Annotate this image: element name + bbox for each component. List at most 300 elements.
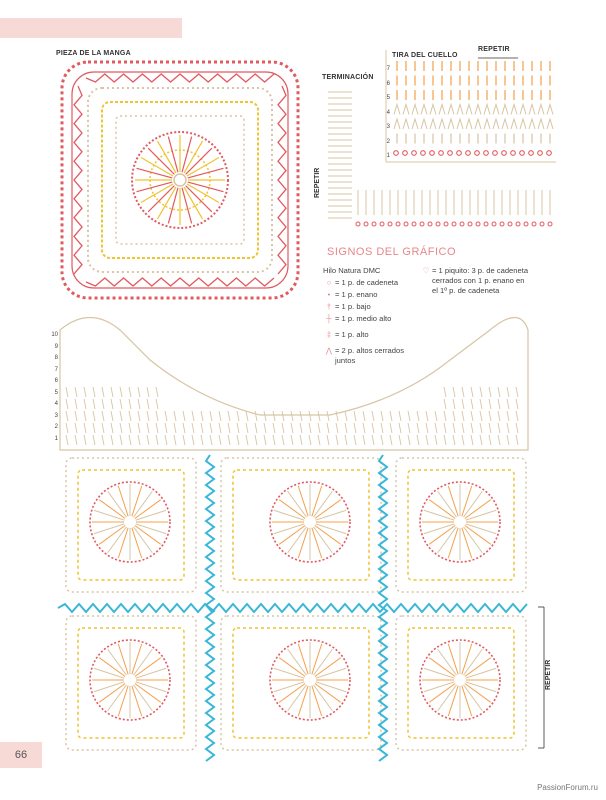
stitch-mark bbox=[288, 685, 307, 711]
stitch-mark bbox=[288, 491, 307, 517]
stitch-mark bbox=[94, 524, 124, 534]
stitch-mark bbox=[354, 423, 356, 433]
stitch-mark bbox=[120, 411, 122, 421]
stitch-mark bbox=[453, 387, 455, 397]
stitch-mark bbox=[314, 649, 333, 675]
stitch-mark bbox=[75, 411, 77, 421]
stitch-mark bbox=[274, 510, 304, 520]
stitch-mark bbox=[192, 423, 194, 433]
stitch-mark bbox=[129, 435, 131, 445]
stitch-mark bbox=[489, 423, 491, 433]
stitch-mark bbox=[426, 435, 428, 445]
stitch-mark bbox=[408, 435, 410, 445]
stitch-mark bbox=[288, 527, 307, 553]
slip-stitch-icon: • bbox=[327, 290, 331, 299]
stitch-mark bbox=[129, 411, 131, 421]
stitch-mark bbox=[147, 435, 149, 445]
stitch-mark bbox=[417, 411, 419, 421]
stitch-mark bbox=[520, 105, 526, 115]
stitch-mark bbox=[466, 105, 472, 115]
stitch-mark bbox=[168, 137, 178, 173]
picot-mark bbox=[532, 222, 536, 226]
stitch-mark bbox=[529, 105, 535, 115]
stitch-mark bbox=[484, 105, 490, 115]
stitch-mark bbox=[183, 435, 185, 445]
stitch-mark bbox=[147, 387, 149, 397]
stitch-mark bbox=[438, 649, 457, 675]
stitch-mark bbox=[291, 423, 293, 433]
picot-mark bbox=[412, 151, 417, 156]
picot-icon: ♡ bbox=[422, 266, 430, 275]
stitch-mark bbox=[462, 528, 472, 558]
square-yellow-round bbox=[408, 628, 514, 738]
picot-mark bbox=[476, 222, 480, 226]
stitch-mark bbox=[118, 486, 128, 516]
stitch-mark bbox=[462, 387, 464, 397]
stitch-mark bbox=[399, 423, 401, 433]
stitch-mark bbox=[424, 668, 454, 678]
stitch-mark bbox=[246, 411, 248, 421]
stitch-mark bbox=[453, 399, 455, 409]
stitch-mark bbox=[120, 399, 122, 409]
stitch-mark bbox=[466, 510, 496, 520]
stitch-mark bbox=[448, 105, 454, 115]
yoke-row-numbers: 10 9 8 7 6 5 4 3 2 1 bbox=[51, 332, 58, 442]
stitch-mark bbox=[372, 411, 374, 421]
stitch-mark bbox=[381, 435, 383, 445]
picot-mark bbox=[475, 151, 480, 156]
stitch-mark bbox=[274, 682, 304, 692]
stitch-mark bbox=[237, 423, 239, 433]
stitch-mark bbox=[429, 500, 455, 519]
stitch-mark bbox=[75, 387, 77, 397]
stitch-mark bbox=[462, 399, 464, 409]
stitch-mark bbox=[426, 423, 428, 433]
stitch-mark bbox=[108, 685, 127, 711]
legend-item: ♡ = 1 piquito: 3 p. de cadeneta cerrados con 1 p. enano en el 1º p. de cadeneta bbox=[420, 266, 530, 296]
picot-mark bbox=[502, 151, 507, 156]
stitch-mark bbox=[466, 119, 472, 129]
picot-mark bbox=[524, 222, 528, 226]
picot-mark bbox=[511, 151, 516, 156]
stitch-mark bbox=[489, 411, 491, 421]
stitch-mark bbox=[219, 435, 221, 445]
stitch-mark bbox=[464, 649, 483, 675]
stitch-mark bbox=[111, 387, 113, 397]
stitch-mark bbox=[498, 435, 500, 445]
stitch-mark bbox=[102, 435, 104, 445]
square-yellow-round bbox=[78, 628, 184, 738]
neck-band-label: TIRA DEL CUELLO bbox=[392, 52, 458, 59]
stitch-mark bbox=[120, 435, 122, 445]
stitch-mark bbox=[507, 435, 509, 445]
stitch-mark bbox=[228, 411, 230, 421]
stitch-mark bbox=[120, 423, 122, 433]
stitch-mark bbox=[298, 644, 308, 674]
stitch-mark bbox=[489, 435, 491, 445]
picot-mark bbox=[508, 222, 512, 226]
stitch-mark bbox=[507, 387, 509, 397]
stitch-mark bbox=[219, 423, 221, 433]
watermark: PassionForum.ru bbox=[537, 783, 598, 792]
stitch-mark bbox=[314, 527, 333, 553]
stitch-mark bbox=[156, 399, 158, 409]
stitch-mark bbox=[453, 411, 455, 421]
stitch-mark bbox=[417, 423, 419, 433]
sleeve-yellow-square bbox=[102, 102, 258, 258]
stitch-mark bbox=[66, 411, 68, 421]
picot-mark bbox=[404, 222, 408, 226]
stitch-mark bbox=[465, 684, 491, 703]
stitch-mark bbox=[138, 435, 140, 445]
stitch-mark bbox=[438, 491, 457, 517]
stitch-mark bbox=[135, 526, 161, 545]
stitch-mark bbox=[282, 411, 284, 421]
picot-mark bbox=[428, 222, 432, 226]
legend-item: ○ = 1 p. de cadeneta bbox=[323, 278, 417, 288]
stitch-mark bbox=[394, 105, 400, 115]
square-outline bbox=[66, 616, 196, 750]
stitch-mark bbox=[444, 423, 446, 433]
picot-mark bbox=[468, 222, 472, 226]
stitch-mark bbox=[75, 435, 77, 445]
stitch-mark bbox=[312, 486, 322, 516]
stitch-mark bbox=[516, 387, 518, 397]
stitch-mark bbox=[111, 435, 113, 445]
stitch-mark bbox=[273, 435, 275, 445]
stitch-mark bbox=[300, 411, 302, 421]
stitch-mark bbox=[210, 435, 212, 445]
stitch-mark bbox=[493, 105, 499, 115]
stitch-mark bbox=[363, 411, 365, 421]
stitch-mark bbox=[102, 411, 104, 421]
stitch-mark bbox=[255, 423, 257, 433]
square-outline bbox=[66, 458, 196, 592]
stitch-mark bbox=[120, 387, 122, 397]
stitch-mark bbox=[282, 423, 284, 433]
stitch-mark bbox=[448, 486, 458, 516]
stitch-mark bbox=[66, 387, 68, 397]
stitch-mark bbox=[439, 105, 445, 115]
square-yellow-round bbox=[408, 470, 514, 580]
zigzag-row bbox=[86, 278, 274, 286]
picot-mark bbox=[430, 151, 435, 156]
legend-item: • = 1 p. enano bbox=[323, 290, 417, 300]
stitch-mark bbox=[118, 644, 128, 674]
picot-mark bbox=[457, 151, 462, 156]
stitch-mark bbox=[246, 435, 248, 445]
stitch-mark bbox=[363, 435, 365, 445]
stitch-mark bbox=[511, 119, 517, 129]
stitch-mark bbox=[453, 423, 455, 433]
zigzag-row bbox=[74, 86, 82, 274]
stitch-mark bbox=[403, 119, 409, 129]
stitch-mark bbox=[480, 423, 482, 433]
stitch-mark bbox=[412, 119, 418, 129]
stitch-mark bbox=[182, 188, 192, 224]
stitch-mark bbox=[228, 423, 230, 433]
stitch-mark bbox=[408, 411, 410, 421]
stitch-mark bbox=[429, 684, 455, 703]
stitch-mark bbox=[408, 423, 410, 433]
stitch-mark bbox=[390, 435, 392, 445]
stitch-mark bbox=[507, 423, 509, 433]
square-yellow-round bbox=[78, 470, 184, 580]
stitch-mark bbox=[279, 500, 305, 519]
stitch-mark bbox=[94, 668, 124, 678]
stitch-mark bbox=[390, 411, 392, 421]
stitch-mark bbox=[138, 387, 140, 397]
stitch-mark bbox=[279, 526, 305, 545]
stitch-mark bbox=[255, 411, 257, 421]
stitch-mark bbox=[75, 399, 77, 409]
picot-mark bbox=[364, 222, 368, 226]
stitch-mark bbox=[480, 435, 482, 445]
stitch-mark bbox=[134, 527, 153, 553]
stitch-mark bbox=[363, 423, 365, 433]
stitch-mark bbox=[99, 526, 125, 545]
sleeve-piece-label: PIEZA DE LA MANGA bbox=[56, 50, 131, 57]
stitch-mark bbox=[466, 682, 496, 692]
stitch-mark bbox=[327, 423, 329, 433]
stitch-mark bbox=[156, 435, 158, 445]
stitch-mark bbox=[136, 682, 166, 692]
stitch-mark bbox=[93, 387, 95, 397]
stitch-mark bbox=[201, 411, 203, 421]
stitch-mark bbox=[457, 105, 463, 115]
stitch-mark bbox=[471, 423, 473, 433]
stitch-mark bbox=[182, 137, 192, 173]
stitch-mark bbox=[264, 435, 266, 445]
stitch-mark bbox=[372, 423, 374, 433]
picot-mark bbox=[548, 222, 552, 226]
stitch-mark bbox=[201, 423, 203, 433]
stitch-mark bbox=[118, 686, 128, 716]
picot-mark bbox=[492, 222, 496, 226]
stitch-mark bbox=[156, 411, 158, 421]
stitch-mark bbox=[430, 105, 436, 115]
picot-mark bbox=[421, 151, 426, 156]
stitch-mark bbox=[435, 423, 437, 433]
stitch-mark bbox=[520, 119, 526, 129]
stitch-mark bbox=[136, 524, 166, 534]
stitch-mark bbox=[502, 105, 508, 115]
stitch-mark bbox=[424, 682, 454, 692]
stitch-mark bbox=[394, 119, 400, 129]
picot-mark bbox=[484, 151, 489, 156]
stitch-mark bbox=[448, 119, 454, 129]
stitch-mark bbox=[516, 423, 518, 433]
stitch-mark bbox=[136, 510, 166, 520]
stitch-mark bbox=[165, 435, 167, 445]
half-double-icon: ┼ bbox=[326, 314, 332, 323]
stitch-mark bbox=[309, 435, 311, 445]
stitch-mark bbox=[219, 411, 221, 421]
stitch-mark bbox=[246, 423, 248, 433]
stitch-mark bbox=[134, 491, 153, 517]
stitch-mark bbox=[84, 423, 86, 433]
stitch-mark bbox=[291, 411, 293, 421]
stitch-mark bbox=[111, 411, 113, 421]
stitch-mark bbox=[453, 435, 455, 445]
stitch-mark bbox=[135, 500, 161, 519]
stitch-mark bbox=[439, 119, 445, 129]
stitch-mark bbox=[466, 668, 496, 678]
stitch-mark bbox=[316, 668, 346, 678]
stitch-mark bbox=[102, 423, 104, 433]
stitch-mark bbox=[465, 500, 491, 519]
picot-mark bbox=[356, 222, 360, 226]
stitch-mark bbox=[108, 649, 127, 675]
stitch-mark bbox=[84, 399, 86, 409]
picot-mark bbox=[394, 151, 399, 156]
body-squares-grid bbox=[58, 455, 527, 761]
stitch-mark bbox=[462, 644, 472, 674]
stitch-mark bbox=[462, 435, 464, 445]
stitch-mark bbox=[345, 423, 347, 433]
stitch-mark bbox=[475, 105, 481, 115]
stitch-mark bbox=[538, 105, 544, 115]
stitch-mark bbox=[403, 105, 409, 115]
stitch-mark bbox=[135, 658, 161, 677]
picot-mark bbox=[452, 222, 456, 226]
square-outline bbox=[396, 458, 526, 592]
stitch-mark bbox=[471, 411, 473, 421]
stitch-mark bbox=[438, 685, 457, 711]
zigzag-row bbox=[278, 86, 286, 274]
stitch-mark bbox=[314, 685, 333, 711]
stitch-mark bbox=[516, 411, 518, 421]
stitch-mark bbox=[137, 168, 173, 178]
stitch-mark bbox=[147, 411, 149, 421]
stitch-mark bbox=[466, 524, 496, 534]
picot-mark bbox=[538, 151, 543, 156]
stitch-mark bbox=[502, 119, 508, 129]
stitch-mark bbox=[381, 423, 383, 433]
stitch-mark bbox=[188, 168, 224, 178]
neck-repeat-label: REPETIR bbox=[478, 46, 510, 53]
stitch-mark bbox=[134, 685, 153, 711]
stitch-mark bbox=[132, 686, 142, 716]
stitch-mark bbox=[279, 658, 305, 677]
stitch-mark bbox=[183, 411, 185, 421]
zigzag-row bbox=[86, 74, 274, 82]
finish-repeat-label: REPETIR bbox=[314, 167, 321, 198]
stitch-mark bbox=[314, 491, 333, 517]
stitch-mark bbox=[498, 399, 500, 409]
stitch-mark bbox=[288, 649, 307, 675]
stitch-mark bbox=[192, 435, 194, 445]
stitch-mark bbox=[444, 399, 446, 409]
stitch-mark bbox=[309, 411, 311, 421]
stitch-mark bbox=[138, 411, 140, 421]
stitch-mark bbox=[108, 527, 127, 553]
stitch-mark bbox=[108, 491, 127, 517]
stitch-mark bbox=[462, 411, 464, 421]
stitch-mark bbox=[429, 526, 455, 545]
stitch-mark bbox=[429, 658, 455, 677]
stitch-mark bbox=[298, 686, 308, 716]
stitch-mark bbox=[129, 387, 131, 397]
stitch-mark bbox=[129, 423, 131, 433]
stitch-mark bbox=[465, 658, 491, 677]
stitch-mark bbox=[471, 399, 473, 409]
stitch-mark bbox=[426, 411, 428, 421]
picot-mark bbox=[529, 151, 534, 156]
stitch-mark bbox=[136, 668, 166, 678]
stitch-mark bbox=[345, 435, 347, 445]
sleeve-outer-border bbox=[62, 62, 298, 298]
square-outline bbox=[396, 616, 526, 750]
picot-mark bbox=[444, 222, 448, 226]
picot-mark bbox=[547, 151, 552, 156]
stitch-mark bbox=[412, 105, 418, 115]
stitch-mark bbox=[279, 684, 305, 703]
stitch-mark bbox=[138, 423, 140, 433]
stitch-mark bbox=[102, 399, 104, 409]
stitch-mark bbox=[471, 435, 473, 445]
stitch-mark bbox=[274, 668, 304, 678]
stitch-mark bbox=[438, 527, 457, 553]
stitch-mark bbox=[298, 528, 308, 558]
stitch-mark bbox=[444, 411, 446, 421]
sleeve-zigzag bbox=[74, 74, 286, 286]
picot-mark bbox=[484, 222, 488, 226]
stitch-mark bbox=[94, 682, 124, 692]
stitch-mark bbox=[99, 658, 125, 677]
single-crochet-icon: † bbox=[326, 302, 332, 311]
stitch-mark bbox=[462, 486, 472, 516]
legend-item: ‡ = 1 p. alto bbox=[323, 330, 417, 340]
picot-mark bbox=[493, 151, 498, 156]
stitch-mark bbox=[174, 411, 176, 421]
stitch-mark bbox=[318, 435, 320, 445]
stitch-mark bbox=[274, 524, 304, 534]
stitch-mark bbox=[318, 411, 320, 421]
stitch-mark bbox=[174, 423, 176, 433]
stitch-mark bbox=[511, 105, 517, 115]
stitch-mark bbox=[174, 435, 176, 445]
stitch-mark bbox=[309, 423, 311, 433]
stitch-mark bbox=[192, 411, 194, 421]
stitch-mark bbox=[237, 411, 239, 421]
stitch-mark bbox=[156, 423, 158, 433]
picot-mark bbox=[420, 222, 424, 226]
picot-mark bbox=[460, 222, 464, 226]
join-line bbox=[58, 604, 527, 612]
stitch-mark bbox=[84, 435, 86, 445]
stitch-mark bbox=[118, 528, 128, 558]
stitch-mark bbox=[498, 411, 500, 421]
picot-mark bbox=[403, 151, 408, 156]
stitch-mark bbox=[424, 510, 454, 520]
stitch-mark bbox=[471, 387, 473, 397]
finish-label: TERMINACIÓN bbox=[322, 74, 374, 81]
stitch-mark bbox=[435, 411, 437, 421]
stitch-mark bbox=[480, 399, 482, 409]
stitch-mark bbox=[345, 411, 347, 421]
stitch-mark bbox=[547, 105, 553, 115]
stitch-mark bbox=[210, 423, 212, 433]
stitch-mark bbox=[538, 119, 544, 129]
stitch-mark bbox=[186, 148, 212, 174]
picot-mark bbox=[466, 151, 471, 156]
stitch-mark bbox=[489, 399, 491, 409]
stitch-mark bbox=[417, 435, 419, 445]
stitch-mark bbox=[516, 435, 518, 445]
stitch-mark bbox=[165, 423, 167, 433]
stitch-mark bbox=[84, 387, 86, 397]
